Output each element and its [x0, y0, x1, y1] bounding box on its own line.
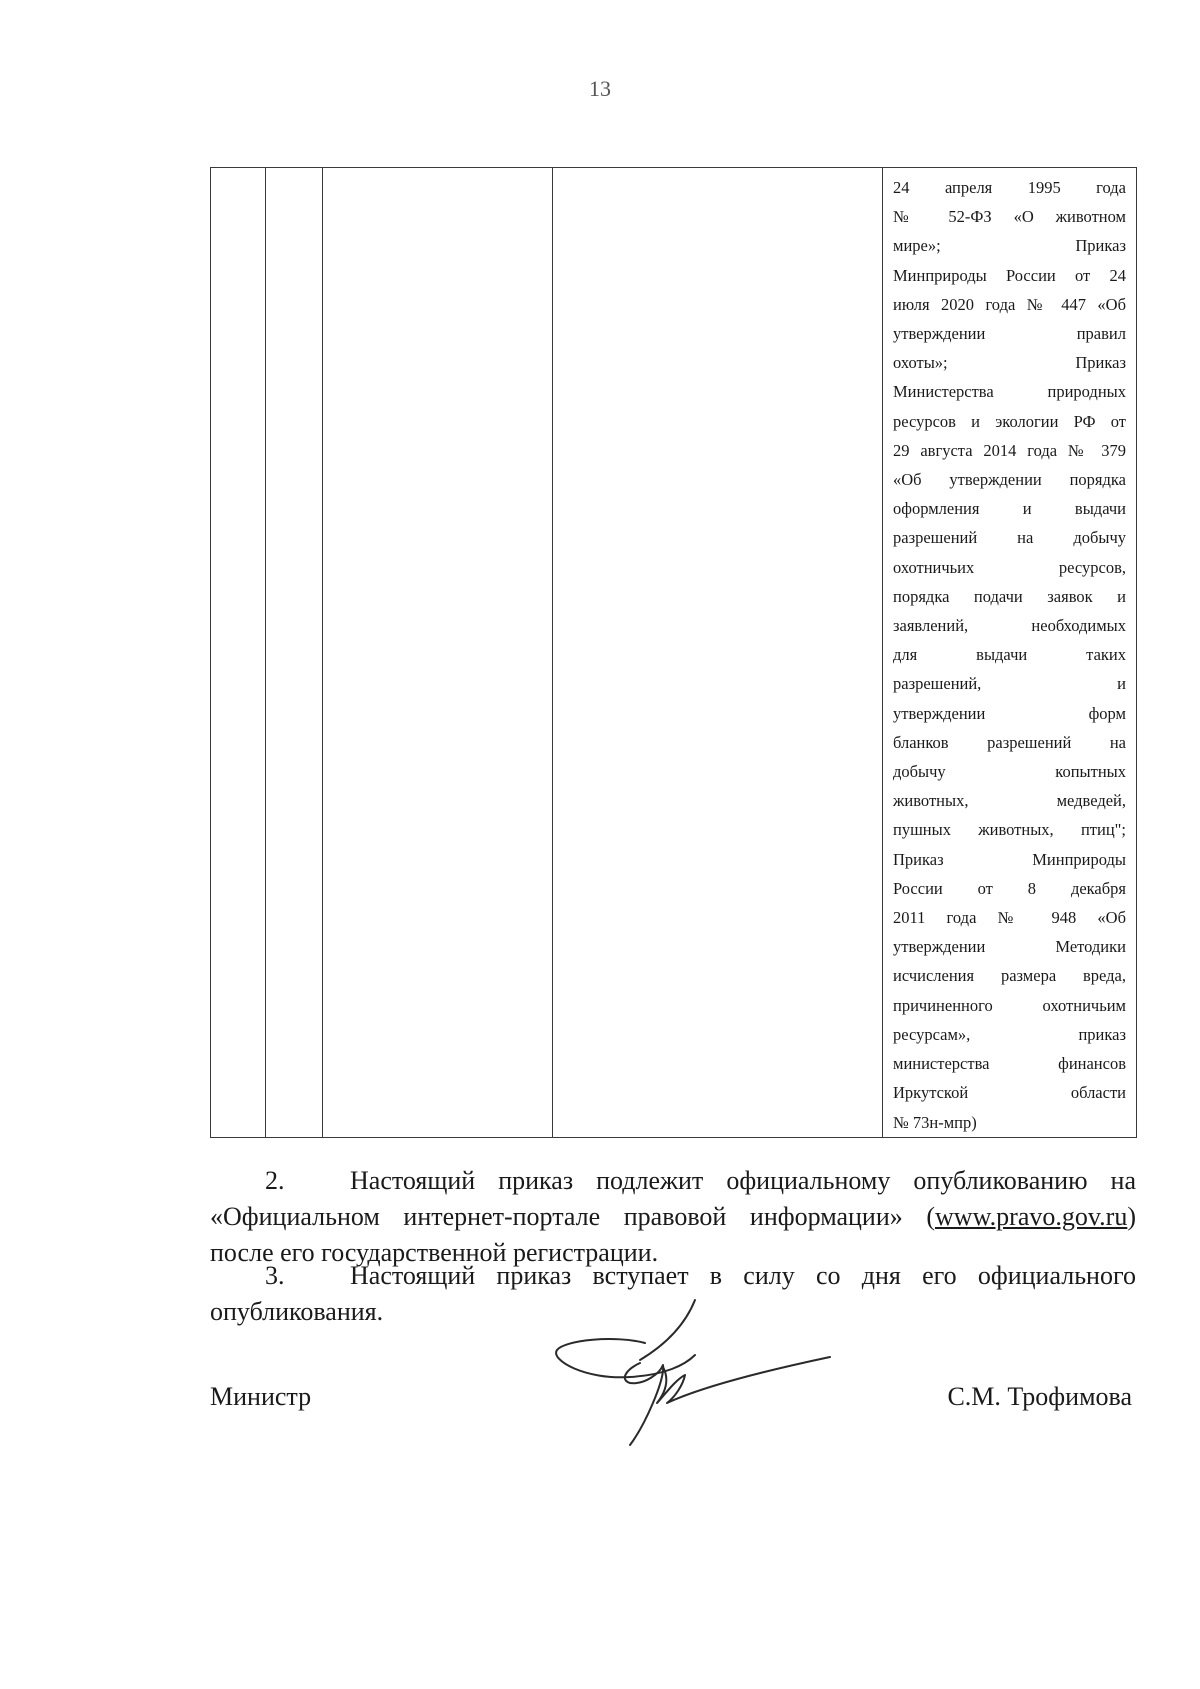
paragraph-2: [210, 1163, 1136, 1271]
table-cell-number: [211, 168, 266, 1138]
legal-basis-text: [893, 173, 1126, 1137]
page-number: 13: [589, 76, 611, 101]
legal-basis-line: Минприроды России от 24: [893, 265, 1126, 285]
paragraph-2-number: 2.: [265, 1166, 285, 1195]
table-row: [211, 168, 1137, 1138]
signature-image: [545, 1285, 845, 1455]
legal-basis-line: ресурсам», приказ: [893, 1024, 1126, 1044]
table-cell-description: [553, 168, 883, 1138]
legal-basis-line: добычу копытных: [893, 762, 1126, 782]
legal-basis-line: причиненного охотничьим: [893, 995, 1126, 1015]
legal-basis-line: заявлений, необходимых: [893, 616, 1126, 636]
legal-basis-line: разрешений, и: [893, 674, 1126, 694]
legal-basis-line: бланков разрешений на: [893, 732, 1126, 752]
paragraph-3-text-1: Настоящий приказ вступает в силу со дня его официального: [350, 1261, 1136, 1290]
table-cell-name: [323, 168, 553, 1138]
legal-basis-line: исчисления размера вреда,: [893, 966, 1126, 986]
legal-basis-line: Министерства природных: [893, 382, 1126, 402]
paragraph-2-text-2a: «Официальном интернет-портале правовой информации» (: [210, 1202, 936, 1231]
paragraph-3-number: 3.: [265, 1261, 285, 1290]
paragraph-2-line-1: [210, 1163, 1136, 1199]
legal-basis-line: министерства финансов: [893, 1054, 1126, 1074]
legal-basis-line: животных, медведей,: [893, 791, 1126, 811]
legal-basis-line: ресурсов и экологии РФ от: [893, 411, 1126, 431]
pravo-gov-link[interactable]: www.pravo.gov.ru: [935, 1202, 1128, 1231]
legal-basis-line: России от 8 декабря: [893, 878, 1126, 898]
legal-basis-line: пушных животных, птиц";: [893, 820, 1126, 840]
legal-basis-line: утверждении Методики: [893, 937, 1126, 957]
paragraph-2-text-2b: ): [1127, 1202, 1136, 1231]
signer-name: С.М. Трофимова: [947, 1382, 1132, 1411]
paragraph-2-line-2: [210, 1199, 1136, 1235]
legal-basis-line: 29 августа 2014 года № 379: [893, 440, 1126, 460]
legal-basis-table: [210, 167, 1137, 1138]
legal-basis-line: Приказ Минприроды: [893, 849, 1126, 869]
legal-basis-line: утверждении форм: [893, 703, 1126, 723]
legal-basis-line: мире»; Приказ: [893, 236, 1126, 256]
signer-title: Министр: [210, 1382, 312, 1411]
legal-basis-line: разрешений на добычу: [893, 528, 1126, 548]
paragraph-2-line-3: после его государственной регистрации.: [210, 1238, 659, 1267]
legal-basis-line: № 73н-мпр): [893, 1112, 977, 1132]
legal-basis-line: 24 апреля 1995 года: [893, 178, 1126, 197]
legal-basis-line: «Об утверждении порядка: [893, 470, 1126, 490]
legal-basis-line: порядка подачи заявок и: [893, 586, 1126, 606]
legal-basis-line: Иркутской области: [893, 1083, 1126, 1103]
legal-basis-line: охотничьих ресурсов,: [893, 557, 1126, 577]
paragraph-3-line-2: опубликования.: [210, 1297, 384, 1326]
legal-basis-line: для выдачи таких: [893, 645, 1126, 665]
legal-basis-line: утверждении правил: [893, 324, 1126, 344]
legal-basis-line: № 52-ФЗ «О животном: [893, 207, 1126, 227]
legal-basis-line: 2011 года № 948 «Об: [893, 908, 1126, 928]
legal-basis-line: июля 2020 года № 447 «Об: [893, 294, 1126, 314]
legal-basis-line: оформления и выдачи: [893, 499, 1126, 519]
table-cell-subnumber: [266, 168, 323, 1138]
legal-basis-line: охоты»; Приказ: [893, 353, 1126, 373]
paragraph-2-text-1: Настоящий приказ подлежит официальному опубликованию на: [350, 1166, 1136, 1195]
table-cell-legal-basis: [883, 168, 1137, 1138]
